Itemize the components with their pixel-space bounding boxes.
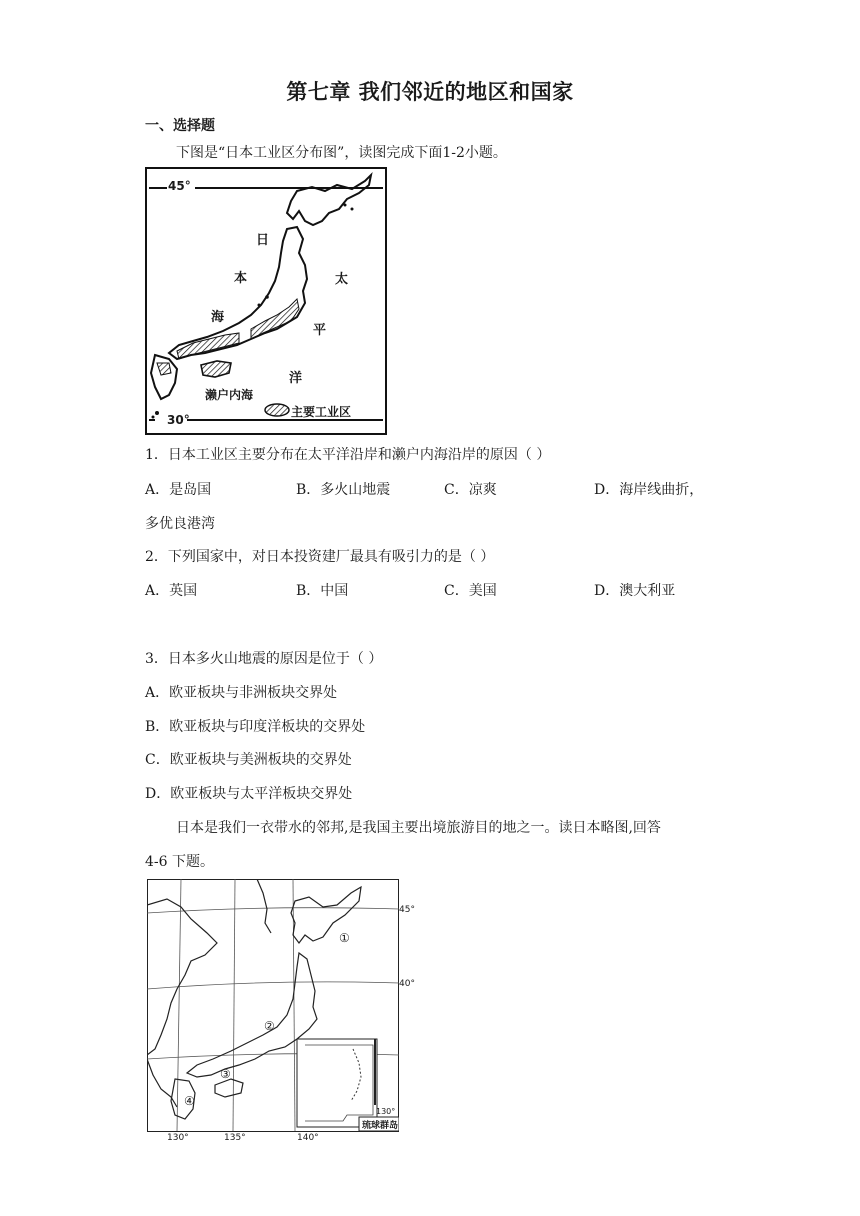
- intro-paragraph-2-line-2: 4-6 下题。: [145, 854, 214, 870]
- sea-label-char-1: 日: [256, 233, 270, 248]
- map2-lon-135-label: 135°: [224, 1133, 246, 1143]
- q2-option-a: A．英国: [145, 583, 198, 599]
- inset-ryukyu-label: 琉球群岛: [362, 1121, 399, 1131]
- q3-option-a: A．欧亚板块与非洲板块交界处: [145, 685, 338, 701]
- map2-marker-4: ④: [184, 1094, 195, 1108]
- map2-lat-45-label: 45°: [399, 905, 415, 915]
- japan-sketch-map: [147, 879, 415, 1143]
- question-1-stem: 1．日本工业区主要分布在太平洋沿岸和濑户内海沿岸的原因（ ）: [145, 447, 551, 463]
- q1-option-c: C．凉爽: [444, 482, 497, 498]
- map2-lon-140-label: 140°: [297, 1133, 319, 1143]
- inland-sea-label: 濑户内海: [205, 388, 254, 402]
- intro-paragraph-2-line-1: 日本是我们一衣带水的邻邦,是我国主要出境旅游目的地之一。读日本略图,回答: [176, 820, 661, 836]
- q2-option-b: B．中国: [296, 583, 349, 599]
- section-heading: 一、选择题: [145, 118, 215, 134]
- q1-option-d: D．海岸线曲折，: [594, 482, 704, 498]
- inset-lon-130-label: 130°: [376, 1107, 396, 1116]
- q3-option-d: D．欧亚板块与太平洋板块交界处: [145, 786, 353, 802]
- question-2-stem: 2．下列国家中，对日本投资建厂最具有吸引力的是（ ）: [145, 549, 495, 565]
- map2-marker-2: ②: [264, 1019, 275, 1033]
- intro-paragraph-1: 下图是“日本工业区分布图”，读图完成下面1-2小题。: [176, 145, 507, 161]
- q1-option-b: B．多火山地震: [296, 482, 391, 498]
- latitude-30-label: 30°: [167, 413, 190, 427]
- legend-label: 主要工业区: [291, 405, 352, 419]
- map2-marker-1: ①: [339, 931, 350, 945]
- ocean-label-char-2: 平: [313, 323, 327, 338]
- q2-option-d: D．澳大利亚: [594, 583, 676, 599]
- ocean-label-char-1: 太: [335, 272, 349, 287]
- q2-option-c: C．美国: [444, 583, 497, 599]
- q1-option-a: A．是岛国: [145, 482, 212, 498]
- sea-label-char-2: 本: [234, 271, 248, 286]
- q3-option-b: B．欧亚板块与印度洋板块的交界处: [145, 719, 366, 735]
- map2-lon-130-label: 130°: [167, 1133, 189, 1143]
- sea-label-char-3: 海: [211, 310, 225, 325]
- q3-option-c: C．欧亚板块与美洲板块的交界处: [145, 752, 352, 768]
- map2-marker-3: ③: [220, 1067, 231, 1081]
- question-3-stem: 3．日本多火山地震的原因是位于（ ）: [145, 651, 383, 667]
- latitude-45-label: 45°: [168, 179, 191, 193]
- map2-lat-40-label: 40°: [399, 979, 415, 989]
- japan-industry-map: [145, 167, 387, 435]
- q1-option-d-continuation: 多优良港湾: [145, 516, 215, 532]
- ocean-label-char-3: 洋: [289, 371, 303, 386]
- page-title: 第七章 我们邻近的地区和国家: [286, 80, 574, 104]
